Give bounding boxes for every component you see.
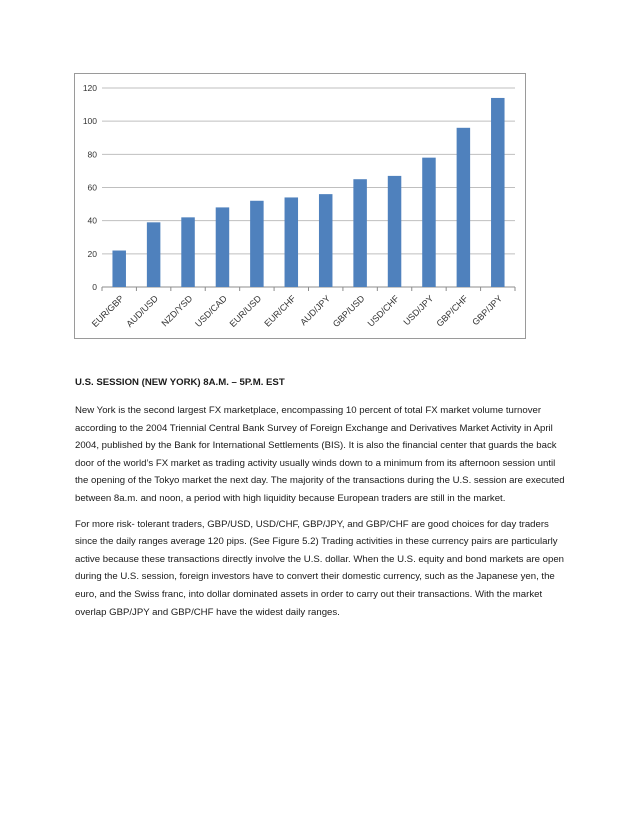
x-category-label: NZD/YSD — [159, 293, 195, 329]
bar-eur-gbp — [112, 251, 126, 287]
x-category-label: EUR/GBP — [89, 293, 126, 330]
chart-frame — [74, 73, 526, 339]
x-category-label: EUR/CHF — [262, 293, 298, 329]
bar-usd-jpy — [422, 158, 436, 287]
bar-usd-chf — [388, 176, 402, 287]
y-tick-label: 100 — [82, 116, 97, 127]
bar-chart — [75, 74, 527, 340]
x-category-label: EUR/USD — [227, 293, 264, 330]
x-category-label: USD/CHF — [365, 293, 401, 329]
bar-gbp-usd — [353, 179, 367, 287]
y-tick-label: 80 — [87, 149, 97, 160]
bar-nzd-ysd — [181, 217, 195, 287]
x-category-label: AUD/USD — [124, 293, 161, 330]
bar-eur-chf — [285, 197, 299, 287]
bar-aud-usd — [147, 222, 161, 287]
paragraph-1: New York is the second largest FX marketplace, encompassing 10 percent of total FX market volume turnover according to the 2004 Triennial Central Bank Survey of Foreign Exchange and Derivatives Market Activity in April 2004, published by the Bank for International Settlements (BIS). It is also the financial center that guards the back door of the world’s FX market as trading activity usually winds down to a minimum from its afternoon session until the opening of the Tokyo market the next day. The majority of the transactions during the U.S. session are executed between 8a.m. and noon, a period with high liquidity because European traders are still in the market. — [75, 405, 565, 504]
x-category-label: GBP/CHF — [434, 293, 470, 329]
x-category-label: USD/CAD — [193, 293, 229, 330]
x-category-label: AUD/JPY — [298, 293, 333, 328]
bar-aud-jpy — [319, 194, 333, 287]
bar-gbp-jpy — [491, 98, 505, 287]
x-category-label: GBP/JPY — [470, 293, 505, 328]
y-tick-label: 20 — [87, 248, 97, 259]
y-tick-label: 120 — [82, 83, 97, 93]
y-tick-label: 60 — [87, 182, 97, 193]
paragraph-2: For more risk- tolerant traders, GBP/USD, USD/CHF, GBP/JPY, and GBP/CHF are good choices for day traders since the daily ranges average 120 pips. (See Figure 5.2) Trading activities in these currency pairs are particularly active because these transactions directly involve the U.S. dollar. When the U.S. equity and bond markets are open during the U.S. session, foreign investors have to convert their domestic currency, such as the Japanese yen, the euro, and the Swiss franc, into dollar dominated assets in order to carry out their transactions. With the market overlap GBP/JPY and GBP/CHF have the widest daily ranges. — [75, 518, 565, 618]
bar-usd-cad — [216, 207, 230, 287]
y-tick-label: 0 — [92, 282, 97, 292]
y-tick-label: 40 — [87, 215, 97, 226]
bar-eur-usd — [250, 201, 264, 287]
bar-gbp-chf — [457, 128, 471, 287]
x-category-label: USD/JPY — [401, 293, 436, 328]
section-content — [75, 376, 571, 629]
section-heading: U.S. SESSION (NEW YORK) 8A.M. – 5P.M. EST — [75, 377, 285, 388]
x-category-label: GBP/USD — [330, 293, 367, 330]
